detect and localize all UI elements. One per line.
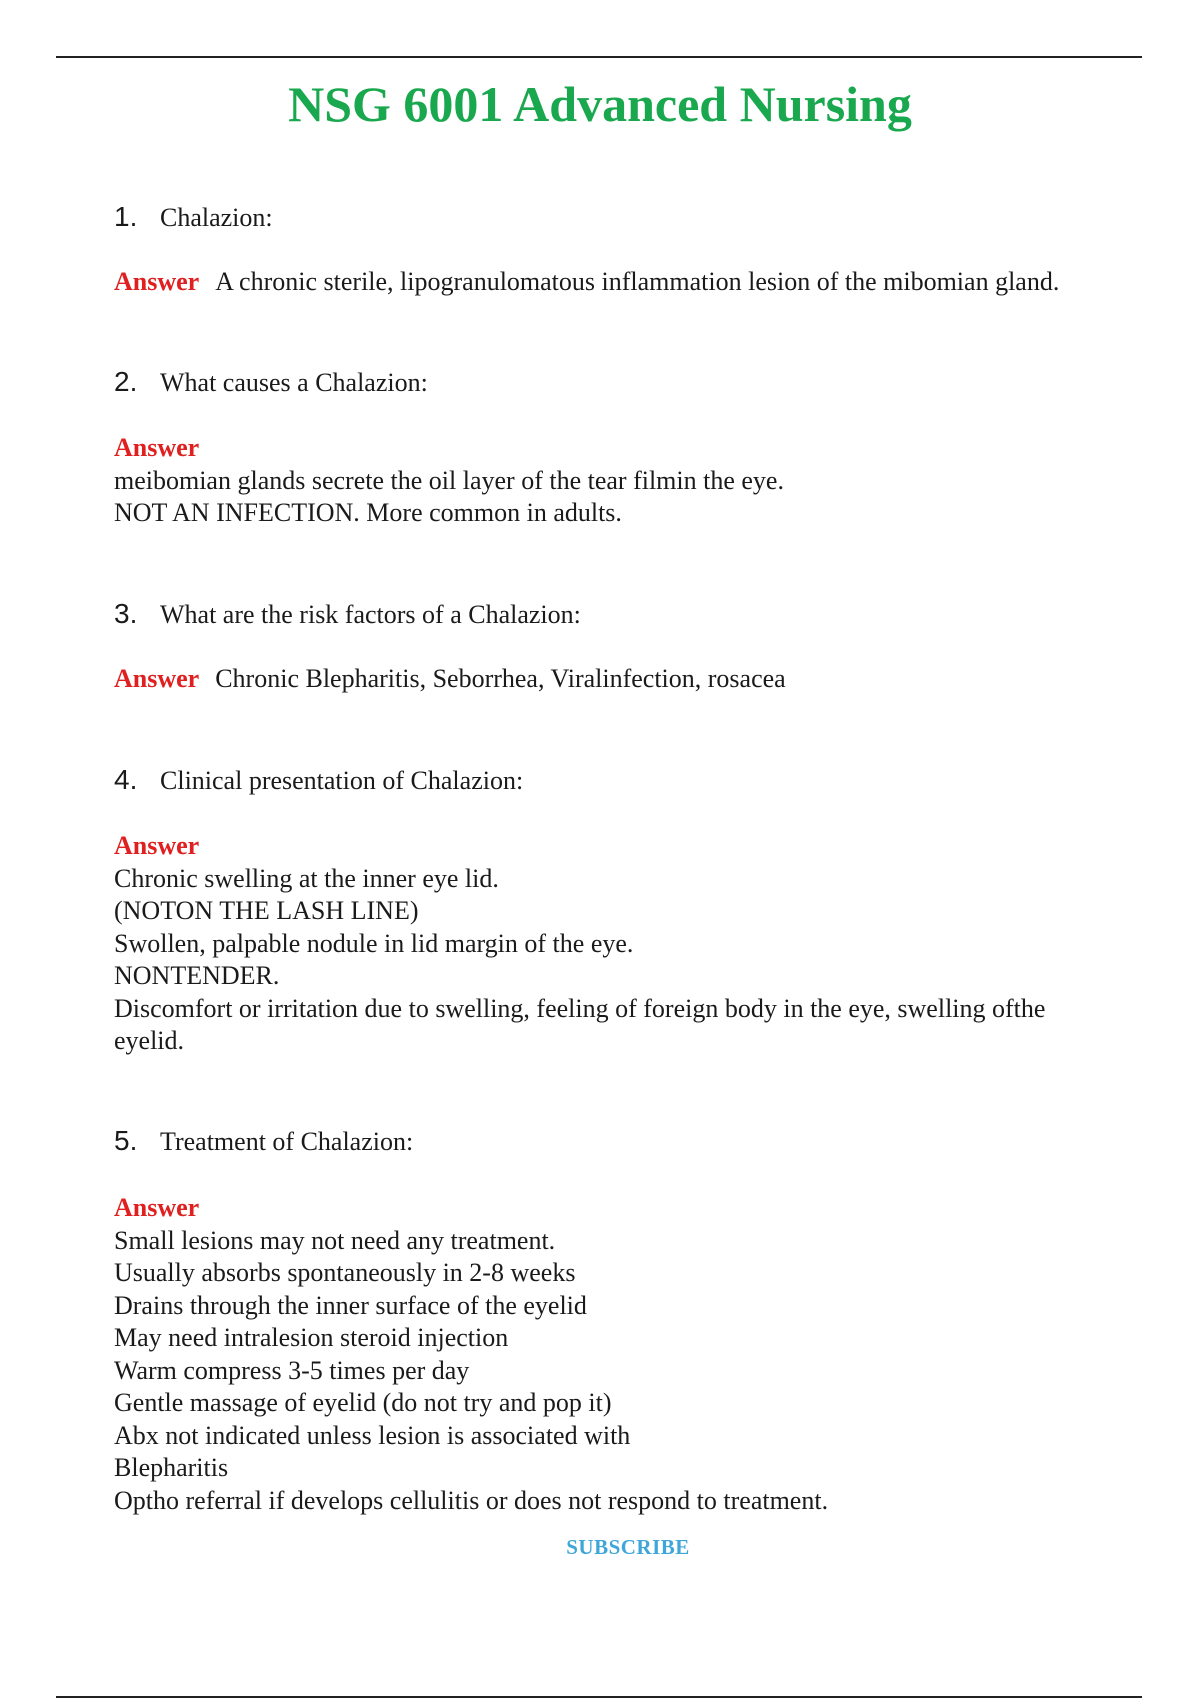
answer-line: Optho referral if develops cellulitis or does not respond to treatment. xyxy=(114,1485,829,1515)
answer-5 xyxy=(114,1192,828,1517)
question-number: 2. xyxy=(114,366,138,397)
question-2 xyxy=(114,366,428,399)
answer-line: Small lesions may not need any treatment. xyxy=(114,1225,556,1255)
answer-line: Blepharitis xyxy=(114,1453,229,1482)
answer-line: Drains through the inner surface of the eyelid xyxy=(114,1290,587,1320)
question-text: Chalazion: xyxy=(160,203,273,232)
question-text: Treatment of Chalazion: xyxy=(160,1127,414,1156)
question-4 xyxy=(114,764,523,797)
answer-line: May need intralesion steroid injection xyxy=(114,1323,509,1352)
question-text: What causes a Chalazion: xyxy=(160,368,428,397)
answer-line: Usually absorbs spontaneously in 2-8 weeks xyxy=(114,1258,576,1287)
subscribe-link[interactable]: SUBSCRIBE xyxy=(566,1535,690,1559)
question-3 xyxy=(114,598,581,631)
top-divider xyxy=(56,56,1142,58)
answer-line: Discomfort or irritation due to swelling, feeling of foreign body in the eye, swelling ofthe xyxy=(114,993,1046,1023)
answer-1 xyxy=(114,266,1059,298)
answer-label: Answer xyxy=(114,664,200,693)
question-1 xyxy=(114,201,273,234)
question-number: 1. xyxy=(114,201,138,232)
question-text: Clinical presentation of Chalazion: xyxy=(160,766,524,795)
question-number: 4. xyxy=(114,764,138,795)
answer-line: NOT AN INFECTION. More common in adults. xyxy=(114,498,622,527)
answer-line: NONTENDER. xyxy=(114,961,280,990)
answer-label: Answer xyxy=(114,433,200,462)
question-number: 5. xyxy=(114,1125,138,1156)
answer-3 xyxy=(114,663,786,695)
answer-line: eyelid. xyxy=(114,1026,185,1055)
answer-line: Warm compress 3-5 times per day xyxy=(114,1355,470,1385)
question-text: What are the risk factors of a Chalazion: xyxy=(160,600,581,629)
page-title: NSG 6001 Advanced Nursing xyxy=(288,76,912,132)
answer-line: (NOTON THE LASH LINE) xyxy=(114,896,419,925)
answer-text: A chronic sterile, lipogranulomatous inflammation lesion of the mibomian gland. xyxy=(215,267,1060,296)
answer-label: Answer xyxy=(114,267,200,296)
answer-line: Swollen, palpable nodule in lid margin of the eye. xyxy=(114,928,634,958)
answer-4 xyxy=(114,830,1045,1058)
answer-line: Gentle massage of eyelid (do not try and pop it) xyxy=(114,1388,612,1417)
answer-label: Answer xyxy=(114,1193,200,1222)
bottom-divider xyxy=(56,1696,1142,1698)
answer-line: meibomian glands secrete the oil layer of the tear filmin the eye. xyxy=(114,465,784,495)
answer-text: Chronic Blepharitis, Seborrhea, Viralinfection, rosacea xyxy=(215,664,786,693)
answer-line: Abx not indicated unless lesion is associated with xyxy=(114,1420,631,1450)
question-5 xyxy=(114,1125,413,1158)
question-number: 3. xyxy=(114,598,138,629)
answer-line: Chronic swelling at the inner eye lid. xyxy=(114,863,499,893)
answer-label: Answer xyxy=(114,831,200,860)
answer-2 xyxy=(114,432,784,530)
